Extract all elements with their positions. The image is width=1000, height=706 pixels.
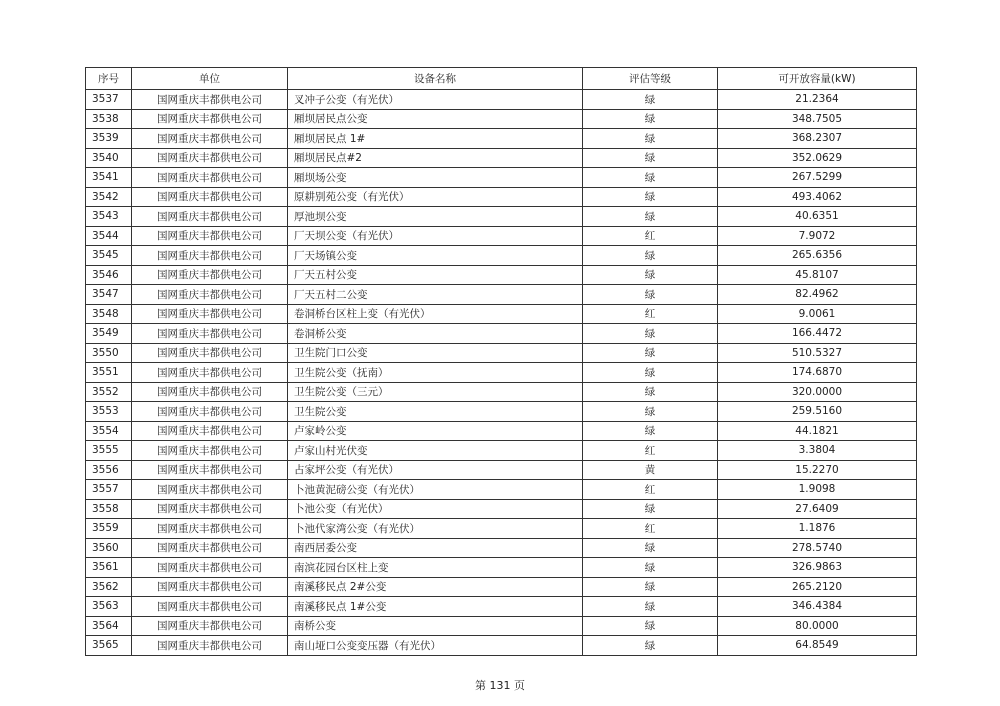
cell-capacity: 21.2364: [718, 90, 917, 110]
cell-serial: 3538: [86, 109, 132, 129]
cell-serial: 3561: [86, 558, 132, 578]
cell-capacity: 9.0061: [718, 304, 917, 324]
cell-serial: 3549: [86, 324, 132, 344]
cell-unit: 国网重庆丰都供电公司: [132, 382, 288, 402]
cell-unit: 国网重庆丰都供电公司: [132, 168, 288, 188]
cell-device-name: 叉冲子公变（有光伏）: [288, 90, 583, 110]
cell-serial: 3556: [86, 460, 132, 480]
cell-capacity: 278.5740: [718, 538, 917, 558]
cell-capacity: 326.9863: [718, 558, 917, 578]
cell-serial: 3555: [86, 441, 132, 461]
cell-rating: 绿: [583, 246, 718, 266]
cell-unit: 国网重庆丰都供电公司: [132, 285, 288, 305]
table-row: [86, 90, 917, 110]
cell-rating: 绿: [583, 421, 718, 441]
cell-unit: 国网重庆丰都供电公司: [132, 558, 288, 578]
table-row: [86, 363, 917, 383]
cell-serial: 3558: [86, 499, 132, 519]
cell-capacity: 320.0000: [718, 382, 917, 402]
table-row: [86, 538, 917, 558]
table-body: [86, 90, 917, 656]
cell-device-name: 卜池代家湾公变（有光伏）: [288, 519, 583, 539]
cell-device-name: 厢坝场公变: [288, 168, 583, 188]
table-row: [86, 402, 917, 422]
table-row: [86, 109, 917, 129]
cell-capacity: 15.2270: [718, 460, 917, 480]
cell-device-name: 厂天坝公变（有光伏）: [288, 226, 583, 246]
cell-rating: 绿: [583, 499, 718, 519]
table-row: [86, 207, 917, 227]
header-rating: 评估等级: [583, 68, 718, 90]
cell-device-name: 厢坝居民点公变: [288, 109, 583, 129]
cell-capacity: 1.1876: [718, 519, 917, 539]
cell-device-name: 南桥公变: [288, 616, 583, 636]
page-number: 第 131 页: [475, 679, 525, 692]
cell-serial: 3552: [86, 382, 132, 402]
cell-serial: 3560: [86, 538, 132, 558]
cell-device-name: 卢家岭公变: [288, 421, 583, 441]
cell-unit: 国网重庆丰都供电公司: [132, 538, 288, 558]
table-row: [86, 480, 917, 500]
cell-device-name: 厂天五村二公变: [288, 285, 583, 305]
cell-capacity: 82.4962: [718, 285, 917, 305]
cell-device-name: 卫生院门口公变: [288, 343, 583, 363]
cell-capacity: 267.5299: [718, 168, 917, 188]
table-row: [86, 246, 917, 266]
cell-rating: 绿: [583, 577, 718, 597]
cell-capacity: 80.0000: [718, 616, 917, 636]
cell-unit: 国网重庆丰都供电公司: [132, 402, 288, 422]
cell-capacity: 510.5327: [718, 343, 917, 363]
cell-rating: 绿: [583, 636, 718, 656]
table-row: [86, 324, 917, 344]
cell-serial: 3562: [86, 577, 132, 597]
cell-capacity: 64.8549: [718, 636, 917, 656]
cell-rating: 绿: [583, 285, 718, 305]
cell-device-name: 占家坪公变（有光伏）: [288, 460, 583, 480]
cell-unit: 国网重庆丰都供电公司: [132, 616, 288, 636]
cell-serial: 3554: [86, 421, 132, 441]
cell-unit: 国网重庆丰都供电公司: [132, 324, 288, 344]
table-row: [86, 421, 917, 441]
table-row: [86, 558, 917, 578]
cell-capacity: 1.9098: [718, 480, 917, 500]
cell-unit: 国网重庆丰都供电公司: [132, 304, 288, 324]
cell-rating: 红: [583, 519, 718, 539]
table-row: [86, 460, 917, 480]
cell-serial: 3546: [86, 265, 132, 285]
cell-unit: 国网重庆丰都供电公司: [132, 363, 288, 383]
cell-unit: 国网重庆丰都供电公司: [132, 265, 288, 285]
cell-unit: 国网重庆丰都供电公司: [132, 129, 288, 149]
cell-device-name: 南滨花园台区柱上变: [288, 558, 583, 578]
cell-rating: 绿: [583, 402, 718, 422]
cell-rating: 绿: [583, 148, 718, 168]
cell-unit: 国网重庆丰都供电公司: [132, 499, 288, 519]
cell-rating: 绿: [583, 597, 718, 617]
header-serial: 序号: [86, 68, 132, 90]
cell-device-name: 卷洞桥台区柱上变（有光伏）: [288, 304, 583, 324]
cell-capacity: 348.7505: [718, 109, 917, 129]
table-row: [86, 343, 917, 363]
cell-serial: 3565: [86, 636, 132, 656]
cell-device-name: 厂天场镇公变: [288, 246, 583, 266]
cell-capacity: 368.2307: [718, 129, 917, 149]
cell-device-name: 厢坝居民点#2: [288, 148, 583, 168]
cell-capacity: 45.8107: [718, 265, 917, 285]
cell-rating: 绿: [583, 129, 718, 149]
cell-serial: 3547: [86, 285, 132, 305]
cell-rating: 红: [583, 304, 718, 324]
cell-rating: 绿: [583, 616, 718, 636]
cell-unit: 国网重庆丰都供电公司: [132, 187, 288, 207]
table-row: [86, 168, 917, 188]
cell-serial: 3540: [86, 148, 132, 168]
cell-unit: 国网重庆丰都供电公司: [132, 519, 288, 539]
header-capacity: 可开放容量(kW): [718, 68, 917, 90]
table-row: [86, 616, 917, 636]
cell-capacity: 3.3804: [718, 441, 917, 461]
cell-rating: 绿: [583, 324, 718, 344]
cell-rating: 绿: [583, 558, 718, 578]
table-row: [86, 129, 917, 149]
capacity-table: [85, 67, 917, 656]
table-row: [86, 636, 917, 656]
cell-rating: 绿: [583, 382, 718, 402]
cell-capacity: 346.4384: [718, 597, 917, 617]
cell-serial: 3564: [86, 616, 132, 636]
cell-capacity: 265.6356: [718, 246, 917, 266]
cell-unit: 国网重庆丰都供电公司: [132, 226, 288, 246]
cell-device-name: 原耕别苑公变（有光伏）: [288, 187, 583, 207]
table-row: [86, 441, 917, 461]
cell-unit: 国网重庆丰都供电公司: [132, 597, 288, 617]
table-row: [86, 499, 917, 519]
cell-capacity: 44.1821: [718, 421, 917, 441]
cell-serial: 3543: [86, 207, 132, 227]
cell-unit: 国网重庆丰都供电公司: [132, 246, 288, 266]
cell-rating: 绿: [583, 363, 718, 383]
cell-device-name: 厚池坝公变: [288, 207, 583, 227]
cell-serial: 3559: [86, 519, 132, 539]
cell-unit: 国网重庆丰都供电公司: [132, 109, 288, 129]
cell-capacity: 40.6351: [718, 207, 917, 227]
cell-device-name: 南溪移民点 2#公变: [288, 577, 583, 597]
cell-serial: 3550: [86, 343, 132, 363]
cell-rating: 红: [583, 441, 718, 461]
cell-serial: 3541: [86, 168, 132, 188]
cell-rating: 绿: [583, 343, 718, 363]
cell-serial: 3542: [86, 187, 132, 207]
table-row: [86, 597, 917, 617]
cell-rating: 绿: [583, 90, 718, 110]
cell-capacity: 352.0629: [718, 148, 917, 168]
cell-device-name: 卜池公变（有光伏）: [288, 499, 583, 519]
cell-capacity: 166.4472: [718, 324, 917, 344]
cell-serial: 3553: [86, 402, 132, 422]
cell-unit: 国网重庆丰都供电公司: [132, 90, 288, 110]
cell-device-name: 南西居委公变: [288, 538, 583, 558]
cell-unit: 国网重庆丰都供电公司: [132, 480, 288, 500]
cell-rating: 绿: [583, 538, 718, 558]
table-header-row: [86, 68, 917, 90]
cell-device-name: 卷洞桥公变: [288, 324, 583, 344]
cell-device-name: 南山垭口公变变压器（有光伏）: [288, 636, 583, 656]
table-row: [86, 304, 917, 324]
cell-capacity: 259.5160: [718, 402, 917, 422]
cell-unit: 国网重庆丰都供电公司: [132, 577, 288, 597]
cell-unit: 国网重庆丰都供电公司: [132, 207, 288, 227]
cell-device-name: 厢坝居民点 1#: [288, 129, 583, 149]
cell-rating: 绿: [583, 109, 718, 129]
cell-serial: 3548: [86, 304, 132, 324]
table-row: [86, 382, 917, 402]
header-unit: 单位: [132, 68, 288, 90]
cell-unit: 国网重庆丰都供电公司: [132, 441, 288, 461]
cell-serial: 3563: [86, 597, 132, 617]
cell-capacity: 7.9072: [718, 226, 917, 246]
cell-serial: 3544: [86, 226, 132, 246]
cell-unit: 国网重庆丰都供电公司: [132, 343, 288, 363]
table-row: [86, 187, 917, 207]
cell-serial: 3537: [86, 90, 132, 110]
cell-device-name: 卫生院公变（三元）: [288, 382, 583, 402]
cell-capacity: 265.2120: [718, 577, 917, 597]
table-row: [86, 226, 917, 246]
table-row: [86, 285, 917, 305]
cell-device-name: 卜池黄泥磅公变（有光伏）: [288, 480, 583, 500]
table-row: [86, 265, 917, 285]
cell-unit: 国网重庆丰都供电公司: [132, 636, 288, 656]
header-device-name: 设备名称: [288, 68, 583, 90]
table-row: [86, 577, 917, 597]
cell-serial: 3551: [86, 363, 132, 383]
cell-capacity: 493.4062: [718, 187, 917, 207]
cell-serial: 3557: [86, 480, 132, 500]
cell-rating: 绿: [583, 168, 718, 188]
cell-rating: 绿: [583, 207, 718, 227]
cell-device-name: 卫生院公变（抚南）: [288, 363, 583, 383]
cell-rating: 绿: [583, 187, 718, 207]
table-row: [86, 148, 917, 168]
cell-rating: 红: [583, 226, 718, 246]
cell-capacity: 27.6409: [718, 499, 917, 519]
table-row: [86, 519, 917, 539]
cell-capacity: 174.6870: [718, 363, 917, 383]
cell-serial: 3539: [86, 129, 132, 149]
cell-unit: 国网重庆丰都供电公司: [132, 148, 288, 168]
cell-device-name: 厂天五村公变: [288, 265, 583, 285]
cell-device-name: 卫生院公变: [288, 402, 583, 422]
cell-rating: 黄: [583, 460, 718, 480]
cell-device-name: 卢家山村光伏变: [288, 441, 583, 461]
cell-unit: 国网重庆丰都供电公司: [132, 460, 288, 480]
cell-unit: 国网重庆丰都供电公司: [132, 421, 288, 441]
cell-rating: 绿: [583, 265, 718, 285]
cell-rating: 红: [583, 480, 718, 500]
cell-serial: 3545: [86, 246, 132, 266]
cell-device-name: 南溪移民点 1#公变: [288, 597, 583, 617]
